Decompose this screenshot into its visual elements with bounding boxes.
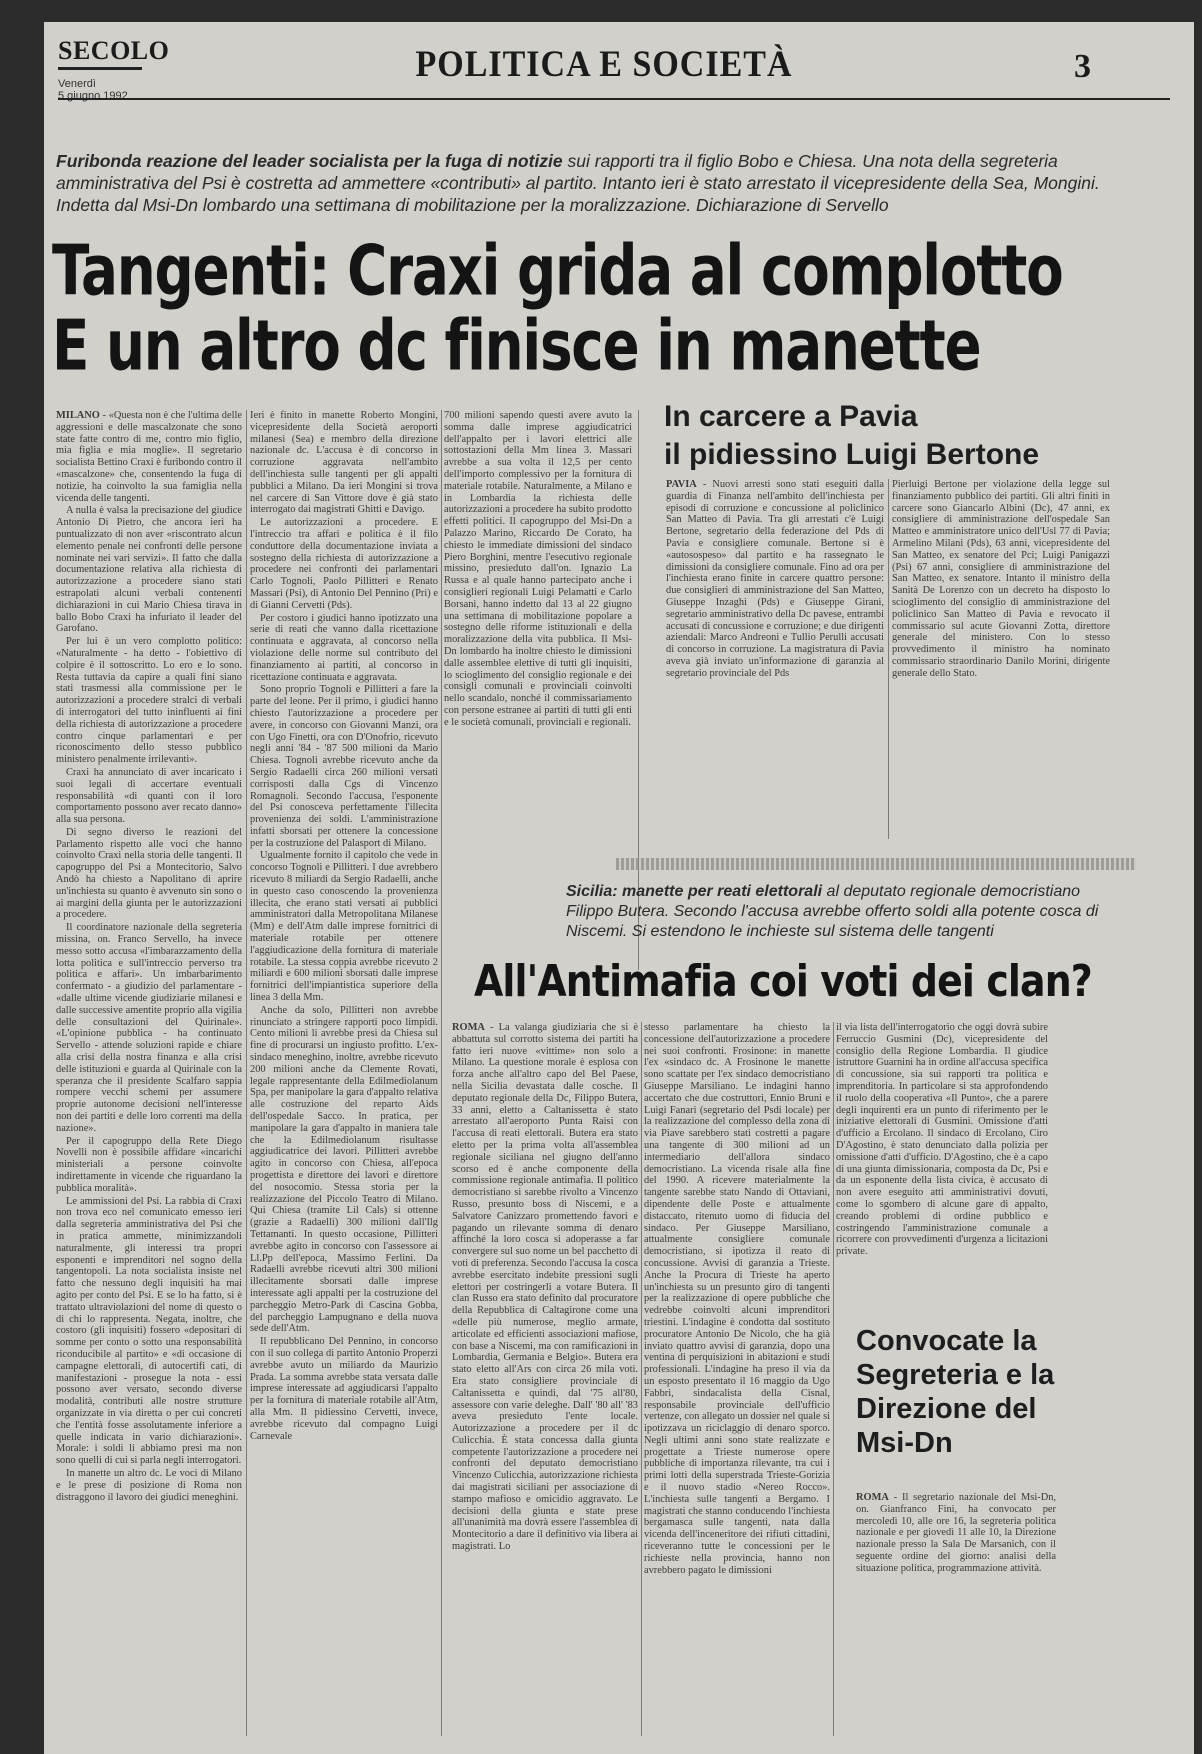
pavia-article-column-1: [666, 479, 884, 839]
newspaper-masthead: SECOLO: [58, 36, 170, 65]
column-rule: [833, 1022, 834, 1736]
sicilia-kicker-text: al deputato regionale democristiano Filippo Butera. Secondo l'accusa avrebbe offerto soldi alla potente cosca di Niscemi. Si estendono le inchieste sul sistema delle tangenti: [566, 883, 1099, 940]
publication-day: Venerdì: [58, 78, 96, 90]
lead-paragraph: MILANO - «Questa non è che l'ultima delle aggressioni e delle mascalzonate che sono state fatte contro di me, contro mio figlio, mia figlia e mia moglie». Il segretario socialista Bettino Craxi è furibondo contro il «mascalzone» che, consentendo la fuga di notizie, ha coinvolto la sua famiglia nella vicenda delle tangenti.: [56, 410, 242, 504]
separator-band: [616, 858, 1136, 870]
lead-paragraph: 700 milioni sapendo questi avere avuto la somma dalle imprese aggiudicatrici dell'appalto per i lavori elettrici alle sottostazioni della Mm linea 3. Massari avrebbe a sua volta il 12,5 per cento dell'importo complessivo per la fornitura di materiale rotabile. Naturalmente, a Milano e in Lombardia la richiesta delle autorizzazioni a procedere ha subito prodotto effetti politici. Il capogruppo del Msi-Dn a Palazzo Marino, Riccardo De Corato, ha chiesto le immediate dimissioni del sindaco Piero Borghini, mentre l'esecutivo regionale missino, presieduto dall'on. Ignazio La Russa e al quale hanno partecipato anche i consiglieri regionali Luigi Pelamatti e Carlo Borsani, hanno indetto dal 13 al 22 giugno una settimana di mobilitazione popolare a sostegno delle riforme istituzionali e della moralizzazione della vita pubblica. Il Msi-Dn lombardo ha inoltre chiesto le dimissioni dalle assemblee elettive di tutti gli inquisiti, lo scioglimento del consiglio regionale e dei consigli comunali e provinciali coinvolti nello scandalo, nonché il commissariamento con persone estranee ai partiti di tutti gli enti e le società comunali, provinciali e regionali.: [444, 410, 632, 728]
sicilia-headline: All'Antimafia coi voti dei clan?: [474, 956, 1092, 1007]
lead-paragraph: Craxi ha annunciato di aver incaricato i suoi legali di accertare eventuali responsabilità «di quanti con il loro comportamento possono aver recato danno» alla sua persona.: [56, 766, 242, 826]
sicilia-kicker: [566, 882, 1126, 942]
lead-paragraph: Per lui è un vero complotto politico: «Naturalmente - ha detto - l'obiettivo di colpire è il sottoscritto. Lo ero e lo sono. Resta tuttavia da capire a quali fini siano stati trasmessi alla commissione per le autorizzazioni a procedere stralci di verbali di interrogatori del tutto ininfluenti ai fini della richiesta di autorizzazione a procedere contro cinque parlamentari e per riconoscimento dello stesso pubblico ministero penalmente irrilevanti».: [56, 636, 242, 766]
lead-headline-line2: E un altro dc finisce in manette: [52, 305, 981, 387]
msi-article-body: [856, 1492, 1056, 1736]
section-title: POLITICA E SOCIETÀ: [415, 44, 793, 85]
masthead-underline: [58, 67, 142, 70]
lead-article-column-2: [250, 410, 438, 1736]
lead-paragraph: Il coordinatore nazionale della segreteria missina, on. Franco Servello, ha invece messo sotto accusa «l'imbarazzamento della lotta politica e sull'intreccio perverso tra politica e affari». Un imbarbarimento confermato - a giudizio del parlamentare - «dalle ultime vicende giudiziarie milanesi e dalle successive amentite proprio alla vigilia delle consultazioni del Quirinale». «L'opinione pubblica - ha continuato Servello - attende soluzioni rapide e chiare alla crisi della nostra finanza e alla crisi delle istituzioni e guarda al Quirinale con la speranza che il presidente Scalfaro sappia rompere vecchi schemi per assumere proprie autonome decisioni nell'interesse non dei partiti e delle loro correnti ma della nazione».: [56, 922, 242, 1134]
sicilia-paragraph: stesso parlamentare ha chiesto la concessione dell'autorizzazione a procedere nei suoi confronti. Frosinone: in manette l'ex «sindaco dc. A Frosinone le manette sono scattate per l'ex sindaco democristiano Giuseppe Marsiliano. Le indagini hanno accertato che due costruttori, Ennio Bruni e Luigi Fanari (segretario del Psdi locale) per la realizzazione del complesso della zona di via Piave sarebbero stati costretti a pagare una tangente di 300 milioni ad un intermediario dell'allora sindaco democristiano. La vicenda risale alla fine del 1990. A ricevere materialmente la tangente sarebbe stato Nando di Ottaviani, dipendente delle Poste e attualmente distaccato, ritenuto uomo di fiducia del sindaco. Per Giuseppe Marsiliano, attualmente consigliere comunale democristiano, si ipotizza il reato di concussione. Avvisi di garanzia a Trieste. Anche la Procura di Trieste ha aperto un'inchiesta su un presunto giro di tangenti per la realizzazione di opere pubbliche che vedrebbe coinvolti alcuni imprenditori triestini. L'indagine è condotta dal sostituto procuratore Antonio De Nicolo, che ha già inviato quattro avvisi di garanzia, dopo una ventina di perquisizioni in abitazioni e studi professionali. L'indagine ha preso il via da un esposto presentato il 16 maggio da Ugo Fabbri, sindacalista della Cisnal, responsabile provinciale dell'ufficio vertenze, con allegato un dossier nel quale si ipotizzava un riciclaggio di denaro sporco. Negli ultimi anni sono state realizzate e progettate a Trieste numerose opere pubbliche di importanza rilevante, tra cui i primi lotti della superstrada Trieste-Gorizia e il nuovo stadio «Nereo Rocco». L'inchiesta sulle tangenti a Bergamo. I magistrati che stanno conducendo l'inchiesta bergamasca sulle tangenti, nata dalla vicenda dell'inceneritore dei rifiuti cittadini, riceveranno tutte le concessioni per le richieste nella provincia, hanno non avrebbero pagato le dimissioni: [644, 1022, 830, 1576]
pavia-dateline: PAVIA: [666, 479, 697, 490]
publication-date: 5 giugno 1992: [58, 90, 128, 102]
lead-paragraph: Ugualmente fornito il capitolo che vede in concorso Tognoli e Pillitteri. I due avrebbero ricevuto 8 miliardi da Sergio Radaelli, anche in questo caso conoscendo la provenienza illecita, che erano stati versati ai pubblici amministratori dalla Metropolitana Milanese (Mm) e dell'Atm dalle imprese fornitrici di materiale rotabile per ottenere l'aggiudicazione della fornitura di materiale rotabile. La stessa coppia avrebbe ricevuto 2 miliardi e 600 milioni sborsati dalle imprese fornitrici dell'impiantistica superiore della linea 3 della Mm.: [250, 850, 438, 1004]
lead-article-column-1: [56, 410, 242, 1736]
lead-paragraph: Anche da solo, Pillitteri non avrebbe rinunciato a stringere rapporti poco limpidi. Cento milioni li avrebbe presi da Chiesa sul fine di procurarsi un ingiusto profitto. L'ex-sindaco meneghino, inoltre, avrebbe ricevuto 200 milioni anche da Clemente Rovati, legale rappresentante della Edilmediolanum Spa, per manipolare la gara d'appalto relativa alle costruzione del reparto Aids dell'ospedale Sacco. In pratica, per manipolare la gara d'appalto in maniera tale che la Edilmediolanum risultasse aggiudicatrice dei lavori. Pillitteri avrebbe agito in concorso con Chiesa, all'epoca progettista e direttore dei lavori e direttore del nosocomio. Stessa storia per la realizzazione del Piccolo Teatro di Milano. Qui Chiesa (tramite Lil Cals) si ottenne (grazie a Radaelli) 300 milioni dall'Ilg Tettamanti. In questo occasione, Pillitteri avrebbe agito in concorso con l'assessore ai Ll.Pp dell'epoca, Massimo Ferlini. Da Radaelli avrebbe ricevuti altri 300 milioni illecitamente sborsati dalle imprese interessate agli appalti per la costruzione del parcheggio Metro-Park di Cascina Gobba, del parcheggio Lampugnano e della nuova sede dell'Atm.: [250, 1004, 438, 1335]
msi-headline: Convocate la Segreteria e la Direzione del Msi-Dn: [856, 1325, 1055, 1459]
sicilia-paragraph: il via lista dell'interrogatorio che oggi dovrà subire Ferruccio Gusmini (Dc), vicepresidente del consiglio della Regione Lombardia. Il giudice istruttore Guarnini ha in ordine all'accusa specifica di concussione, sia sui rapporti tra politica e imprenditoria. In particolare si sta approfondendo il ruolo della cooperativa «Il Punto», che a parere degli inquirenti era un punto di riferimento per le iniziative elettorali di Gusmini. Omissione d'atti d'ufficio a Ercolano. Il sindaco di Ercolano, Ciro D'Agostino, è stato denunciato dalla polizia per omissione d'atti d'ufficio. D'Agostino, che è a capo di una giunta dimissionaria, composta da Dc, Psi e da un esponente della lista civica, è accusato di non avere eseguito atti amministrativi dovuti, come lo sgombero di alcune gare di appalto, creando problemi di ordine pubblico e costringendo l'amministrazione comunale a ricorrere con provvedimenti d'urgenza a licitazioni private.: [836, 1022, 1048, 1258]
column-rule: [888, 479, 889, 839]
sicilia-article-column-2: [644, 1022, 830, 1736]
page-number: 3: [1074, 48, 1091, 85]
pavia-headline-line2: il pidiessino Luigi Bertone: [664, 438, 1040, 471]
msi-paragraph: ROMA - Il segretario nazionale del Msi-Dn, on. Gianfranco Fini, ha convocato per mercoledì 10, alle ore 16, la segreteria politica nazionale e per giovedì 11 alle 10, la Direzione nazionale presso la Sala De Marsanich, con il seguente ordine del giorno: analisi della situazione politica, programmazione attività.: [856, 1492, 1056, 1574]
lead-paragraph: Il repubblicano Del Pennino, in concorso con il suo collega di partito Antonio Properzi avrebbe avuto un miliardo da Maurizio Prada. La somma avrebbe stata versata dalle imprese interessate ad aggiudicarsi l'appalto per la fornitura di materiale rotabile all'Atm, alla Mm. Il pidiessino Cervetti, invece, avrebbe ricevuto dal compagno Luigi Carnevale: [250, 1336, 438, 1442]
lead-paragraph: Per costoro i giudici hanno ipotizzato una serie di reati che vanno dalla ricettazione continuata e aggravata, al concorso nella violazione delle norme sul contributo del finanziamento ai partiti, al concorso in ricettazione continuata e aggravata.: [250, 612, 438, 683]
pavia-paragraph: PAVIA - Nuovi arresti sono stati eseguiti dalla guardia di Finanza nell'ambito dell'inchiesta per episodi di corruzione e concussione al policlinico San Matteo di Pavia. Tra gli arrestati c'è Luigi Bertone, segretario della federazione del Pds di Pavia e consigliere comunale. Bertone si è «autosospeso» dal partito e ha rassegnato le dimissioni da consigliere comunale. Fino ad ora per l'inchiesta erano finite in carcere quattro persone: due consiglieri di amministrazione del San Matteo, Giuseppe Inzaghi (Pds) e Giuseppe Girani, segretario amministrativo della Dc pavese, entrambi accusati di concussione e corruzione; e due dirigenti aziendali: Marco Andreoni e Tullio Perulli accusati di concorso in corruzione. La magistratura di Pavia aveva già inviato un'informazione di garanzia al segretario provinciale del Pds: [666, 479, 884, 679]
msi-dateline: ROMA: [856, 1492, 889, 1503]
sicilia-paragraph: ROMA - La valanga giudiziaria che si è abbattuta sul corrotto sistema dei partiti ha fatto ieri nuove «vittime» non solo a Milano. La questione morale è esplosa con forza anche all'altro capo del Bel Paese, nella Sicilia devastata dalle cosche. Il deputato regionale della Dc, Filippo Butera, 33 anni, eletto a Caltanissetta è stato arrestato all'aeroporto Punta Raisi con l'accusa di reati elettorali. Butera era stato eletto per la prima volta all'assemblea regionale siciliana nel giugno dell'anno scorso ed è anche componente della commissione regionale antimafia. Il politico democristiano si sarebbe rivolto a Vincenzo Russo, presunto boss di Niscemi, e a Salvatore Canizzaro promettendo favori e pagando un rilevante somma di denaro affinché la loro cosca si adoperasse a far convergere sul suo nome un bel pacchetto di voti di preferenza. Secondo l'accusa la cosca avrebbe esercitato indebite pressioni sugli elettori per costringerli a votare Butera. Il clan Russo era stato definito dal procuratore della Repubblica di Caltagirone come una «delle più numerose, meglio armate, articolate ed efficienti associazioni mafiose, con base a Niscemi, ma con ramificazioni in Lombardia, Germania e Belgio». Butera era stato eletto all'Ars con circa 26 mila voti. Era stato consigliere provinciale di Caltanissetta e quindi, dal '75 all'80, assessore con varie deleghe. Dall' '80 all' '83 aveva presieduto l'ente locale. Autorizzazione a procedere per il dc Culicchia. È stata concessa dalla giunta competente l'autorizzazione a procedere nei confronti del deputato democristiano Vincenzo Culicchia, autorizzazione richiesta dai magistrati siciliani per associazione di stampo mafioso e omicidio aggravato. Le decisioni della giunta e state prese all'unanimità ma dovrà essere l'assemblea di Montecitorio a dare il definitivo via libera ai magistrati. Lo: [452, 1022, 638, 1553]
pavia-article-column-2: [892, 479, 1110, 839]
lead-paragraph: A nulla è valsa la precisazione del giudice Antonio Di Pietro, che ancora ieri ha puntualizzato di non aver «riscontrato alcun elemento penale nei confronti delle persone nominate nei vari servizi». Il fatto che dalla documentazione relativa alla richiesta di autorizzazione a procedere siano stati estrapolati alcuni verbali contenenti dichiarazioni in cui Mario Chiesa tirava in ballo Bobo Craxi ha infuriato il leader del Garofano.: [56, 505, 242, 635]
lead-paragraph: Le autorizzazioni a procedere. E l'intreccio tra affari e politica è il filo conduttore della documentazione inviata a sostegno della richiesta di autorizzazione a procedere nei confronti dei parlamentari Carlo Tognoli, Paolo Pillitteri e Renato Massari (Psi), di Antonio Del Pennino (Pri) e di Gianni Cervetti (Pds).: [250, 517, 438, 611]
column-rule: [246, 410, 247, 1736]
lead-paragraph: Ieri è finito in manette Roberto Mongini, vicepresidente della Società aeroporti milanesi (Sea) e membro della direzione nazionale dc. L'accusa è di concorso in corruzione aggravata nell'ambito dell'inchiesta sulle tangenti per gli appalti pubblici a Milano. Da ieri Mongini si trova nel carcere di San Vittore dove è già stato interrogato dai magistrati Ghitti e Davigo.: [250, 410, 438, 516]
lead-paragraph: Per il capogruppo della Rete Diego Novelli non è possibile affidare «incarichi ministeriali a persone coinvolte indirettamente in vicende che riguardano la pubblica moralità».: [56, 1135, 242, 1194]
sicilia-kicker-bold: Sicilia: manette per reati elettorali: [566, 883, 823, 900]
lead-dateline: MILANO: [56, 410, 100, 421]
lead-kicker: [56, 150, 1136, 216]
header-rule: [58, 98, 1170, 100]
pavia-headline-line1: In carcere a Pavia: [664, 400, 918, 433]
column-rule: [641, 1022, 642, 1736]
lead-headline-line1: Tangenti: Craxi grida al complotto: [52, 230, 1063, 312]
column-rule: [441, 410, 442, 1736]
pavia-paragraph: Pierluigi Bertone per violazione della legge sul finanziamento pubblico dei partiti. Gli altri finiti in carcere sono Giancarlo Albini (Dc), 47 anni, ex consigliere di amministrazione dell'ospedale San Matteo e amministratore unico dell'Usl 77 di Pavia; Armelino Milani (Pds), 63 anni, vicepresidente del San Matteo, ex senatore del Pci; Luigi Panigazzi (Psi) 67 anni, consigliere di amministrazione del San Matteo, ex senatore. Intanto il ministro della Sanità De Lorenzo con un decreto ha disposto lo scioglimento del consiglio di amministrazione del policlinico San Matteo di Pavia e revocato il commissario sul acute Giovanni Zotta, direttore generale del ministero. Con lo stesso provvedimento il ministro ha nominato commissario straordinario Danilo Morini, dirigente generale dello Stato.: [892, 479, 1110, 679]
sicilia-dateline: ROMA: [452, 1022, 485, 1033]
lead-paragraph: Di segno diverso le reazioni del Parlamento rispetto alle voci che hanno coinvolto Craxi nella storia delle tangenti. Il capogruppo del Psi a Montecitorio, Salvo Andò ha chiesto a Napolitano di aprire un'inchiesta su quanto è avvenuto sin sono o ai margini della giunta per le autorizzazioni a procedere.: [56, 826, 242, 921]
lead-paragraph: Le ammissioni del Psi. La rabbia di Craxi non trova eco nel comunicato emesso ieri dalla segreteria amministrativa del Psi che in pratica ammette, minimizzandoli naturalmente, gli interessi tra propri esponenti e imprenditori nel sogno della tangentopoli. La nota socialista insiste nel fatto che nessuno degli inquisiti ha mai agito per conto del Psi. E se lo ha fatto, si è trattato ultraviolazioni del nome di questo o di chi lo rappresenta. Negata, inoltre, che costoro (gli inquisiti) fossero «depositari di somme per conto o sotto una responsabilità riconducibile al partito» e «di occasione di campagne elettorali, di autocertifi cati, di manifestazioni - prosegue la nota - essi possono aver versato, secondo diverse modalità, contributi alle nostre strutture organizzate in via diretta o per cui concreti che l'entità fosse assolutamente inferiore a quelle indicata in vario dichiarazioni». Morale: i soldi li abbiamo presi ma non sono quelli di cui si parla negli interrogatori.: [56, 1195, 242, 1467]
lead-kicker-bold: Furibonda reazione del leader socialista per la fuga di notizie: [56, 151, 563, 171]
newspaper-page: [44, 22, 1194, 1754]
sicilia-article-column-1: [452, 1022, 638, 1736]
sicilia-article-column-3: [836, 1022, 1048, 1314]
lead-paragraph: Sono proprio Tognoli e Pillitteri a fare la parte del leone. Per il primo, i giudici hanno chiesto l'autorizzazione a procedere per avere, in concorso con Giovanni Manzi, ora con Ugo Finetti, ora con D'Onofrio, ricevuto negli anni '84 - '87 500 milioni da Mario Chiesa. Tognoli avrebbe ricevuto anche da Sergio Radaelli circa 260 milioni versati corrisposti dalla Cgs di Vincenzo Romagnoli. Secondo l'accusa, l'esponente del Psi conosceva perfettamente l'illecita provenienza dei soldi. L'amministrazione infatti sborsati per ottenere la concessione per la costruzione del Palasport di Milano.: [250, 684, 438, 849]
lead-kicker-text: sui rapporti tra il figlio Bobo e Chiesa. Una nota della segreteria amministrativa del Psi è costretta ad ammettere «contributi» al partito. Intanto ieri è stato arrestato il vicepresidente della Sea, Mongini. Indetta dal Msi-Dn lombardo una settimana di mobilitazione per la moralizzazione. Dichiarazione di Servello: [56, 151, 1100, 215]
lead-paragraph: In manette un altro dc. Le voci di Milano e le prese di posizione di Roma non distraggono il lavoro dei giudici meneghini.: [56, 1467, 242, 1503]
